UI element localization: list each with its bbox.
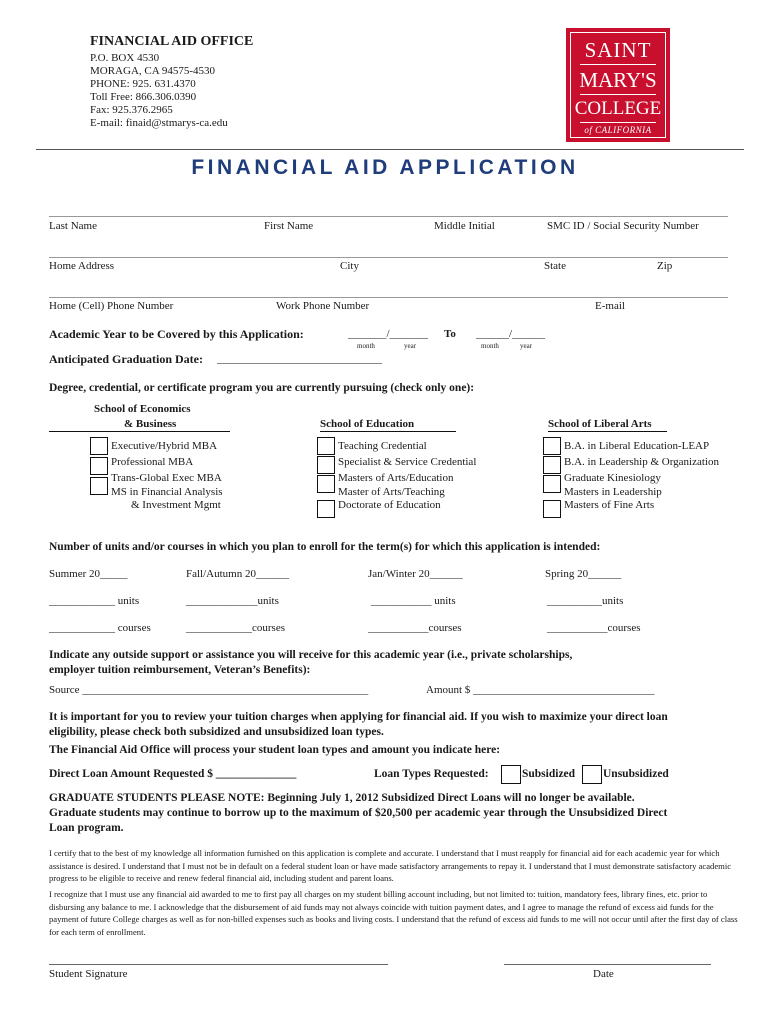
econ-item-ms-financial: MS in Financial Analysis: [111, 486, 223, 498]
econ-item-ms-financial-cont: & Investment Mgmt: [131, 499, 221, 511]
month-hint: month: [357, 342, 375, 350]
courses-spring[interactable]: ___________courses: [547, 622, 641, 634]
la-item-kinesiology: Graduate Kinesiology: [564, 472, 661, 484]
term-summer[interactable]: Summer 20_____: [49, 568, 128, 580]
units-spring[interactable]: __________units: [547, 595, 624, 607]
graduation-date-field[interactable]: ______________________________: [217, 353, 382, 365]
grad-note-3: Loan program.: [49, 822, 124, 834]
process-note: The Financial Aid Office will process your student loan types and amount you indicate here:: [49, 744, 501, 756]
courses-winter[interactable]: ___________courses: [368, 622, 462, 634]
academic-year-start[interactable]: _______/_______: [348, 328, 429, 340]
work-phone-label: Work Phone Number: [276, 300, 370, 312]
edu-item-specialist-credential: Specialist & Service Credential: [338, 456, 477, 468]
city-label: City: [340, 260, 359, 272]
edu-item-ma-teaching: Master of Arts/Teaching: [338, 486, 445, 498]
fax-line: Fax: 925.376.2965: [90, 104, 173, 116]
checkbox-subsidized[interactable]: [501, 765, 521, 784]
checkbox-teaching-credential[interactable]: [317, 437, 335, 455]
home-phone-label: Home (Cell) Phone Number: [49, 300, 174, 312]
econ-item-professional-mba: Professional MBA: [111, 456, 194, 468]
checkbox-masters-leadership[interactable]: [543, 500, 561, 518]
checkbox-ma-education[interactable]: [317, 475, 335, 493]
checkbox-trans-global-mba[interactable]: [90, 477, 108, 495]
units-question: Number of units and/or courses in which you plan to enroll for the term(s) for which this application is intended:: [49, 541, 601, 553]
edu-item-ma-education: Masters of Arts/Education: [338, 472, 454, 484]
toll-free-line: Toll Free: 866.306.0390: [90, 91, 197, 103]
loan-types-label: Loan Types Requested:: [374, 768, 489, 780]
units-summer[interactable]: ____________ units: [49, 595, 140, 607]
term-fall[interactable]: Fall/Autumn 20______: [186, 568, 289, 580]
signature-line[interactable]: [49, 964, 388, 965]
student-signature-label: Student Signature: [49, 968, 128, 980]
la-item-masters-leadership: Masters in Leadership: [564, 486, 662, 498]
units-fall[interactable]: _____________units: [186, 595, 279, 607]
phone-line: PHONE: 925. 631.4370: [90, 78, 196, 90]
page-title: FINANCIAL AID APPLICATION: [191, 156, 579, 179]
email-label: E-mail: [595, 300, 625, 312]
certify-paragraph: I certify that to the best of my knowledge all information furnished on this application is complete and accurate. I understand that I must reapply for financial aid for each academic year for which assistance is desired. I understand that I must not be in default on a federal student loan or have made satisfactory arrangements to repay it. I understand that I must demonstrate satisfactory academic progress to be eligible to receive and renew federal financial aid, including student and parent loans.: [49, 848, 732, 884]
important-note-2: eligibility, please check both subsidized and unsubsidized loan types.: [49, 726, 384, 738]
loan-amount-label[interactable]: Direct Loan Amount Requested $ ______________: [49, 768, 297, 780]
checkbox-ba-liberal[interactable]: [543, 437, 561, 455]
checkbox-unsubsidized[interactable]: [582, 765, 602, 784]
year-hint: year: [404, 342, 417, 350]
last-name-label: Last Name: [49, 220, 97, 232]
unsubsidized-label: Unsubsidized: [603, 768, 669, 780]
po-box: P.O. BOX 4530: [90, 52, 160, 64]
term-spring[interactable]: Spring 20______: [545, 568, 622, 580]
source-field[interactable]: Source ____________________________________________________: [49, 684, 369, 696]
academic-year-label: Academic Year to be Covered by this Application:: [49, 327, 304, 341]
checkbox-executive-mba[interactable]: [90, 437, 108, 455]
date-line[interactable]: [504, 964, 711, 965]
grad-note-1: GRADUATE STUDENTS PLEASE NOTE: Beginning July 1, 2012 Subsidized Direct Loans will no longer be available.: [49, 792, 635, 804]
degree-question: Degree, credential, or certificate program you are currently pursuing (check only one):: [49, 382, 475, 394]
units-winter[interactable]: ___________ units: [371, 595, 456, 607]
courses-summer[interactable]: ____________ courses: [49, 622, 151, 634]
econ-heading-2: & Business: [124, 418, 177, 430]
checkbox-kinesiology[interactable]: [543, 475, 561, 493]
header-divider: [36, 149, 744, 150]
la-item-ba-liberal: B.A. in Liberal Education-LEAP: [564, 440, 710, 452]
college-logo: SAINT MARY'S COLLEGE of CALIFORNIA: [566, 28, 670, 142]
econ-item-trans-global-mba: Trans-Global Exec MBA: [111, 472, 222, 484]
middle-initial-label: Middle Initial: [434, 220, 495, 232]
city-line: MORAGA, CA 94575-4530: [90, 65, 215, 77]
home-address-label: Home Address: [49, 260, 115, 272]
la-item-ba-leadership: B.A. in Leadership & Organization: [564, 456, 719, 468]
date-label: Date: [593, 968, 614, 980]
edu-heading: School of Education: [320, 418, 415, 430]
econ-item-executive-mba: Executive/Hybrid MBA: [111, 440, 218, 452]
first-name-label: First Name: [264, 220, 314, 232]
outside-question-1: Indicate any outside support or assistance you will receive for this academic year (i.e., private scholarships,: [49, 649, 573, 661]
graduation-date-label: Anticipated Graduation Date:: [49, 352, 203, 366]
email-line: E-mail: finaid@stmarys-ca.edu: [90, 117, 228, 129]
academic-year-end[interactable]: ______/______: [476, 328, 546, 340]
ssn-label: SMC ID / Social Security Number: [547, 220, 699, 232]
checkbox-specialist-credential[interactable]: [317, 456, 335, 474]
edu-item-doctorate: Doctorate of Education: [338, 499, 441, 511]
checkbox-ma-teaching[interactable]: [317, 500, 335, 518]
checkbox-ba-leadership[interactable]: [543, 456, 561, 474]
la-item-fine-arts: Masters of Fine Arts: [564, 499, 655, 511]
checkbox-professional-mba[interactable]: [90, 457, 108, 475]
to-label: To: [444, 328, 456, 340]
recognize-paragraph: I recognize that I must use any financial aid awarded to me to first pay all charges on my student billing account including, but not limited to: tuition, mandatory fees, library fines, etc. prior to disbursing any balance to me. I acknowledge that the disbursement of aid funds may not always coincide with tuition payment dates, and I agree to manage the refund of excess aid funds for the payment of future College charges as well as for non-billed expenses such as books and living costs. I understand that the refund of excess aid funds to me will not occur until after the first day of class for each term of enrollment.: [49, 889, 738, 937]
la-heading: School of Liberal Arts: [548, 418, 652, 430]
month-hint-2: month: [481, 342, 499, 350]
year-hint-2: year: [520, 342, 533, 350]
outside-question-2: employer tuition reimbursement, Veteran’s Benefits):: [49, 664, 311, 676]
econ-heading-1: School of Economics: [94, 403, 191, 415]
edu-item-teaching-credential: Teaching Credential: [338, 440, 427, 452]
office-name: FINANCIAL AID OFFICE: [90, 34, 254, 49]
courses-fall[interactable]: ____________courses: [186, 622, 285, 634]
state-label: State: [544, 260, 566, 272]
amount-field[interactable]: Amount $ _________________________________: [426, 684, 655, 696]
important-note-1: It is important for you to review your tuition charges when applying for financial aid. If you wish to maximize your direct loan: [49, 711, 668, 723]
subsidized-label: Subsidized: [522, 768, 576, 780]
zip-label: Zip: [657, 260, 673, 272]
term-winter[interactable]: Jan/Winter 20______: [368, 568, 463, 580]
grad-note-2: Graduate students may continue to borrow up to the maximum of $20,500 per academic year through the Unsubsidized Direct: [49, 807, 668, 819]
